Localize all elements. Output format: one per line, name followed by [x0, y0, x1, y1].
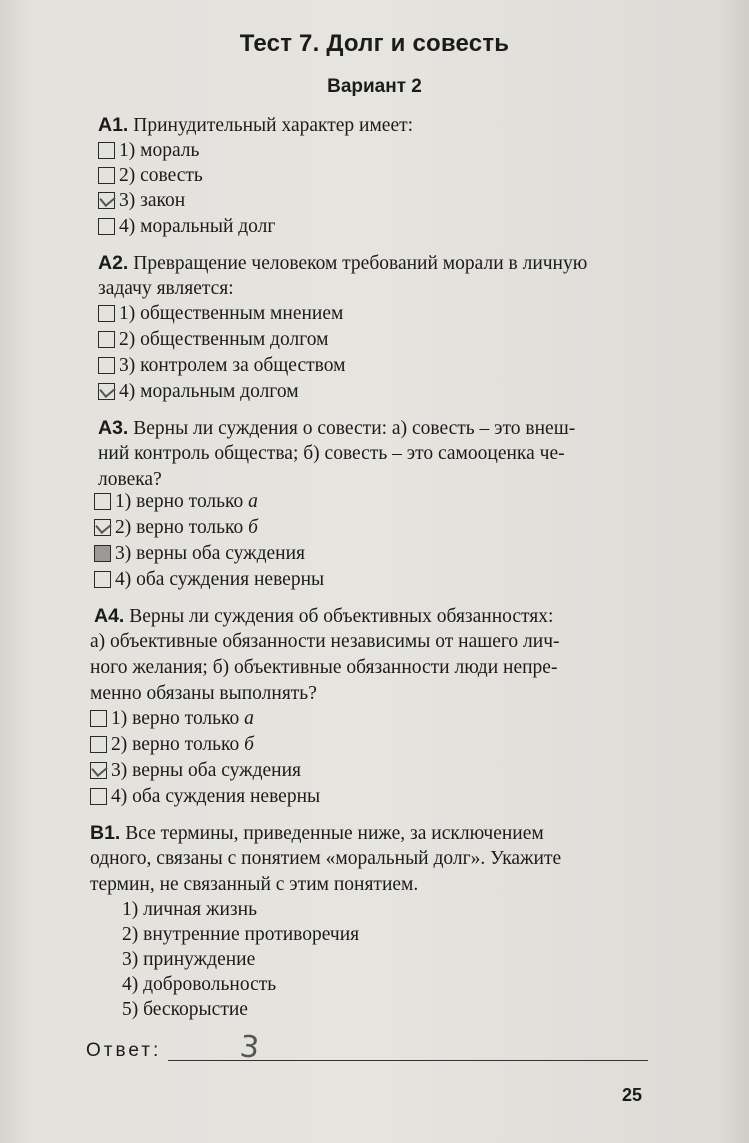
page-number: 25 [622, 1085, 643, 1105]
option-a2-1[interactable]: 1) общественным мнением [98, 301, 343, 327]
option-a3-1[interactable]: 1) верно только а [94, 489, 258, 515]
question-a3-line2: ний контроль общества; б) совесть – это самооценка че- [98, 443, 565, 464]
question-a2 [98, 250, 663, 277]
checkbox-checked[interactable] [90, 762, 107, 779]
question-text-line1: Превращение человеком требований морали в личную [133, 253, 588, 274]
checkbox[interactable] [94, 571, 111, 588]
variant-label: Вариант 2 [327, 76, 422, 97]
question-a4 [94, 603, 659, 630]
checkbox[interactable] [98, 305, 115, 322]
option-a4-2[interactable]: 2) верно только б [90, 732, 254, 758]
question-a4-line3: ного желания; б) объективные обязанности люди непре- [90, 657, 558, 678]
question-b1-line3: термин, не связанный с этим понятием. [90, 874, 419, 895]
question-b1 [90, 820, 670, 847]
checkbox[interactable] [98, 218, 115, 235]
option-a1-2[interactable]: 2) совесть [98, 163, 203, 189]
checkbox[interactable] [98, 357, 115, 374]
checkbox-shaded[interactable] [94, 545, 111, 562]
question-b1-line2: одного, связаны с понятием «моральный долг». Укажите [90, 848, 562, 869]
term-3: 3) принуждение [122, 949, 256, 970]
question-number: А2. [98, 252, 129, 274]
term-4: 4) добровольность [122, 974, 277, 995]
question-number: А1. [98, 114, 129, 136]
checkbox[interactable] [98, 331, 115, 348]
term-5: 5) бескорыстие [122, 999, 248, 1020]
checkbox[interactable] [90, 788, 107, 805]
checkbox[interactable] [90, 710, 107, 727]
question-a1 [98, 112, 663, 139]
question-a3-line3: ловека? [98, 469, 162, 490]
question-text: Принудительный характер имеет: [133, 115, 414, 136]
question-text-line1: Верны ли суждения о совести: а) совесть – это внеш- [133, 418, 576, 439]
question-a4-line2: а) объективные обязанности независимы от нашего лич- [90, 631, 560, 652]
option-a3-3[interactable]: 3) верны оба суждения [94, 541, 305, 567]
checkbox[interactable] [98, 167, 115, 184]
checkbox-checked[interactable] [94, 519, 111, 536]
option-a4-3[interactable]: 3) верны оба суждения [90, 758, 301, 784]
question-a3 [98, 415, 663, 442]
question-a4-line4: менно обязаны выполнять? [90, 683, 317, 704]
option-a2-3[interactable]: 3) контролем за обществом [98, 353, 345, 379]
option-a2-4[interactable]: 4) моральным долгом [98, 379, 299, 405]
question-a2-line2: задачу является: [98, 278, 234, 299]
term-2: 2) внутренние противоречия [122, 924, 360, 945]
handwritten-answer: 3 [238, 1029, 261, 1066]
question-number: А3. [98, 417, 129, 439]
option-a3-4[interactable]: 4) оба суждения неверны [94, 567, 324, 593]
option-a4-1[interactable]: 1) верно только а [90, 706, 254, 732]
option-a1-1[interactable]: 1) мораль [98, 138, 199, 164]
option-a2-2[interactable]: 2) общественным долгом [98, 327, 328, 353]
question-number: А4. [94, 605, 125, 627]
option-a1-3[interactable]: 3) закон [98, 188, 185, 214]
checkbox[interactable] [98, 142, 115, 159]
question-number: В1. [90, 822, 121, 844]
option-a1-4[interactable]: 4) моральный долг [98, 214, 275, 240]
answer-label: Ответ: [86, 1040, 162, 1061]
question-text-line1: Все термины, приведенные ниже, за исключением [125, 823, 544, 844]
option-a3-2[interactable]: 2) верно только б [94, 515, 258, 541]
checkbox-checked[interactable] [98, 383, 115, 400]
test-title: Тест 7. Долг и совесть [239, 30, 510, 57]
checkbox[interactable] [94, 493, 111, 510]
checkbox[interactable] [90, 736, 107, 753]
question-text-line1: Верны ли суждения об объективных обязанностях: [129, 606, 554, 627]
term-1: 1) личная жизнь [122, 899, 257, 920]
checkbox-checked[interactable] [98, 192, 115, 209]
option-a4-4[interactable]: 4) оба суждения неверны [90, 784, 320, 810]
